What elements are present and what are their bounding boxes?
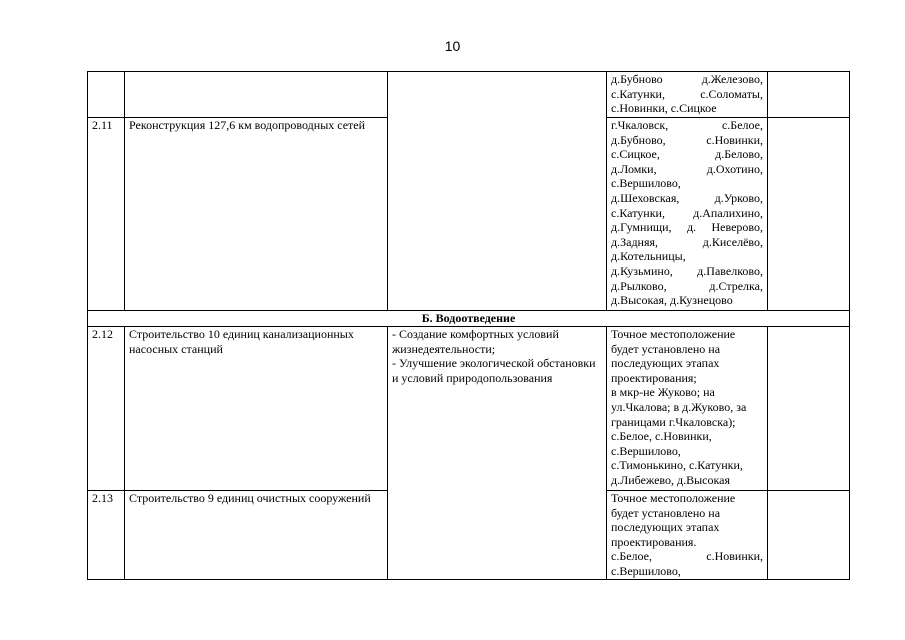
location-cell: [607, 72, 768, 118]
row-number-cell: 2.13: [88, 491, 125, 580]
location-line: с.Катунки, с.Соломаты,: [611, 86, 763, 101]
location-line: д.Шеховская, д.Урково,: [611, 190, 763, 205]
location-line: с.Новинки, с.Сицкое: [611, 101, 717, 116]
location-line: г.Чкаловск, с.Белое,: [611, 118, 763, 132]
extra-cell: [768, 491, 850, 580]
section-heading: Б. Водоотведение: [88, 311, 850, 327]
row-number-cell: [88, 72, 125, 118]
location-cell: [607, 327, 768, 491]
location-line: границами г.Чкаловска);: [611, 414, 736, 429]
location-line: Точное местоположение: [611, 327, 736, 341]
location-line: д.Котельницы,: [611, 249, 686, 264]
location-line: последующих этапах: [611, 520, 720, 535]
row-number-cell: 2.11: [88, 118, 125, 311]
location-line: д.Либежево, д.Высокая: [611, 472, 730, 487]
location-line: с.Белое, с.Новинки,: [611, 549, 763, 564]
extra-cell: [768, 72, 850, 118]
measure-name-cell: Реконструкция 127,6 км водопроводных сетей: [125, 118, 388, 311]
location-line: будет установлено на: [611, 341, 721, 356]
goal-cell-merged-upper: [388, 72, 607, 311]
location-line: с.Сицкое, д.Белово,: [611, 147, 763, 162]
location-line: в мкр-не Жуково; на: [611, 385, 715, 400]
goal-line: - Улучшение экологической обстановки и условий природопользования: [392, 356, 596, 385]
row-number-cell: 2.12: [88, 327, 125, 491]
location-line: д.Бубново д.Железово,: [611, 72, 763, 86]
page-number: 10: [444, 38, 461, 54]
measure-name-cell: Строительство 9 единиц очистных сооружений: [125, 491, 388, 580]
location-line: ул.Чкалова; в д.Жуково, за: [611, 399, 747, 414]
location-line: с.Белое, с.Новинки,: [611, 429, 712, 444]
location-line: проектирования;: [611, 370, 697, 385]
measure-name-cell: Строительство 10 единиц канализационных насосных станций: [125, 327, 388, 491]
location-cell: [607, 491, 768, 580]
extra-cell: [768, 327, 850, 491]
location-line: д.Гумнищи, д. Неверово,: [611, 220, 763, 235]
goal-line: - Создание комфортных условий жизнедеятельности;: [392, 327, 559, 356]
location-line: с.Катунки, д.Апалихино,: [611, 205, 763, 220]
location-line: д.Бубново, с.Новинки,: [611, 132, 763, 147]
location-line: д.Кузьмино, д.Павелково,: [611, 263, 763, 278]
location-line: д.Рылково, д.Стрелка,: [611, 278, 763, 293]
location-line: с.Вершилово,: [611, 563, 681, 578]
location-line: с.Тимонькино, с.Катунки,: [611, 458, 743, 473]
location-line: будет установлено на: [611, 505, 721, 520]
section-heading-row: [88, 311, 850, 327]
location-line: д.Ломки, д.Охотино,: [611, 161, 763, 176]
location-cell: [607, 118, 768, 311]
measures-table: [87, 71, 850, 580]
location-line: последующих этапах: [611, 356, 720, 371]
location-line: с.Вершилово,: [611, 443, 681, 458]
location-line: Точное местоположение: [611, 491, 736, 505]
location-line: д.Высокая, д.Кузнецово: [611, 293, 733, 308]
table-row-continuation: [88, 72, 850, 118]
location-line: д.Задняя, д.Киселёво,: [611, 234, 763, 249]
measure-name-cell: [125, 72, 388, 118]
extra-cell: [768, 118, 850, 311]
location-line: с.Вершилово,: [611, 176, 681, 191]
table-row-2-12: [88, 327, 850, 491]
location-line: проектирования.: [611, 534, 697, 549]
goal-cell: [388, 327, 607, 580]
